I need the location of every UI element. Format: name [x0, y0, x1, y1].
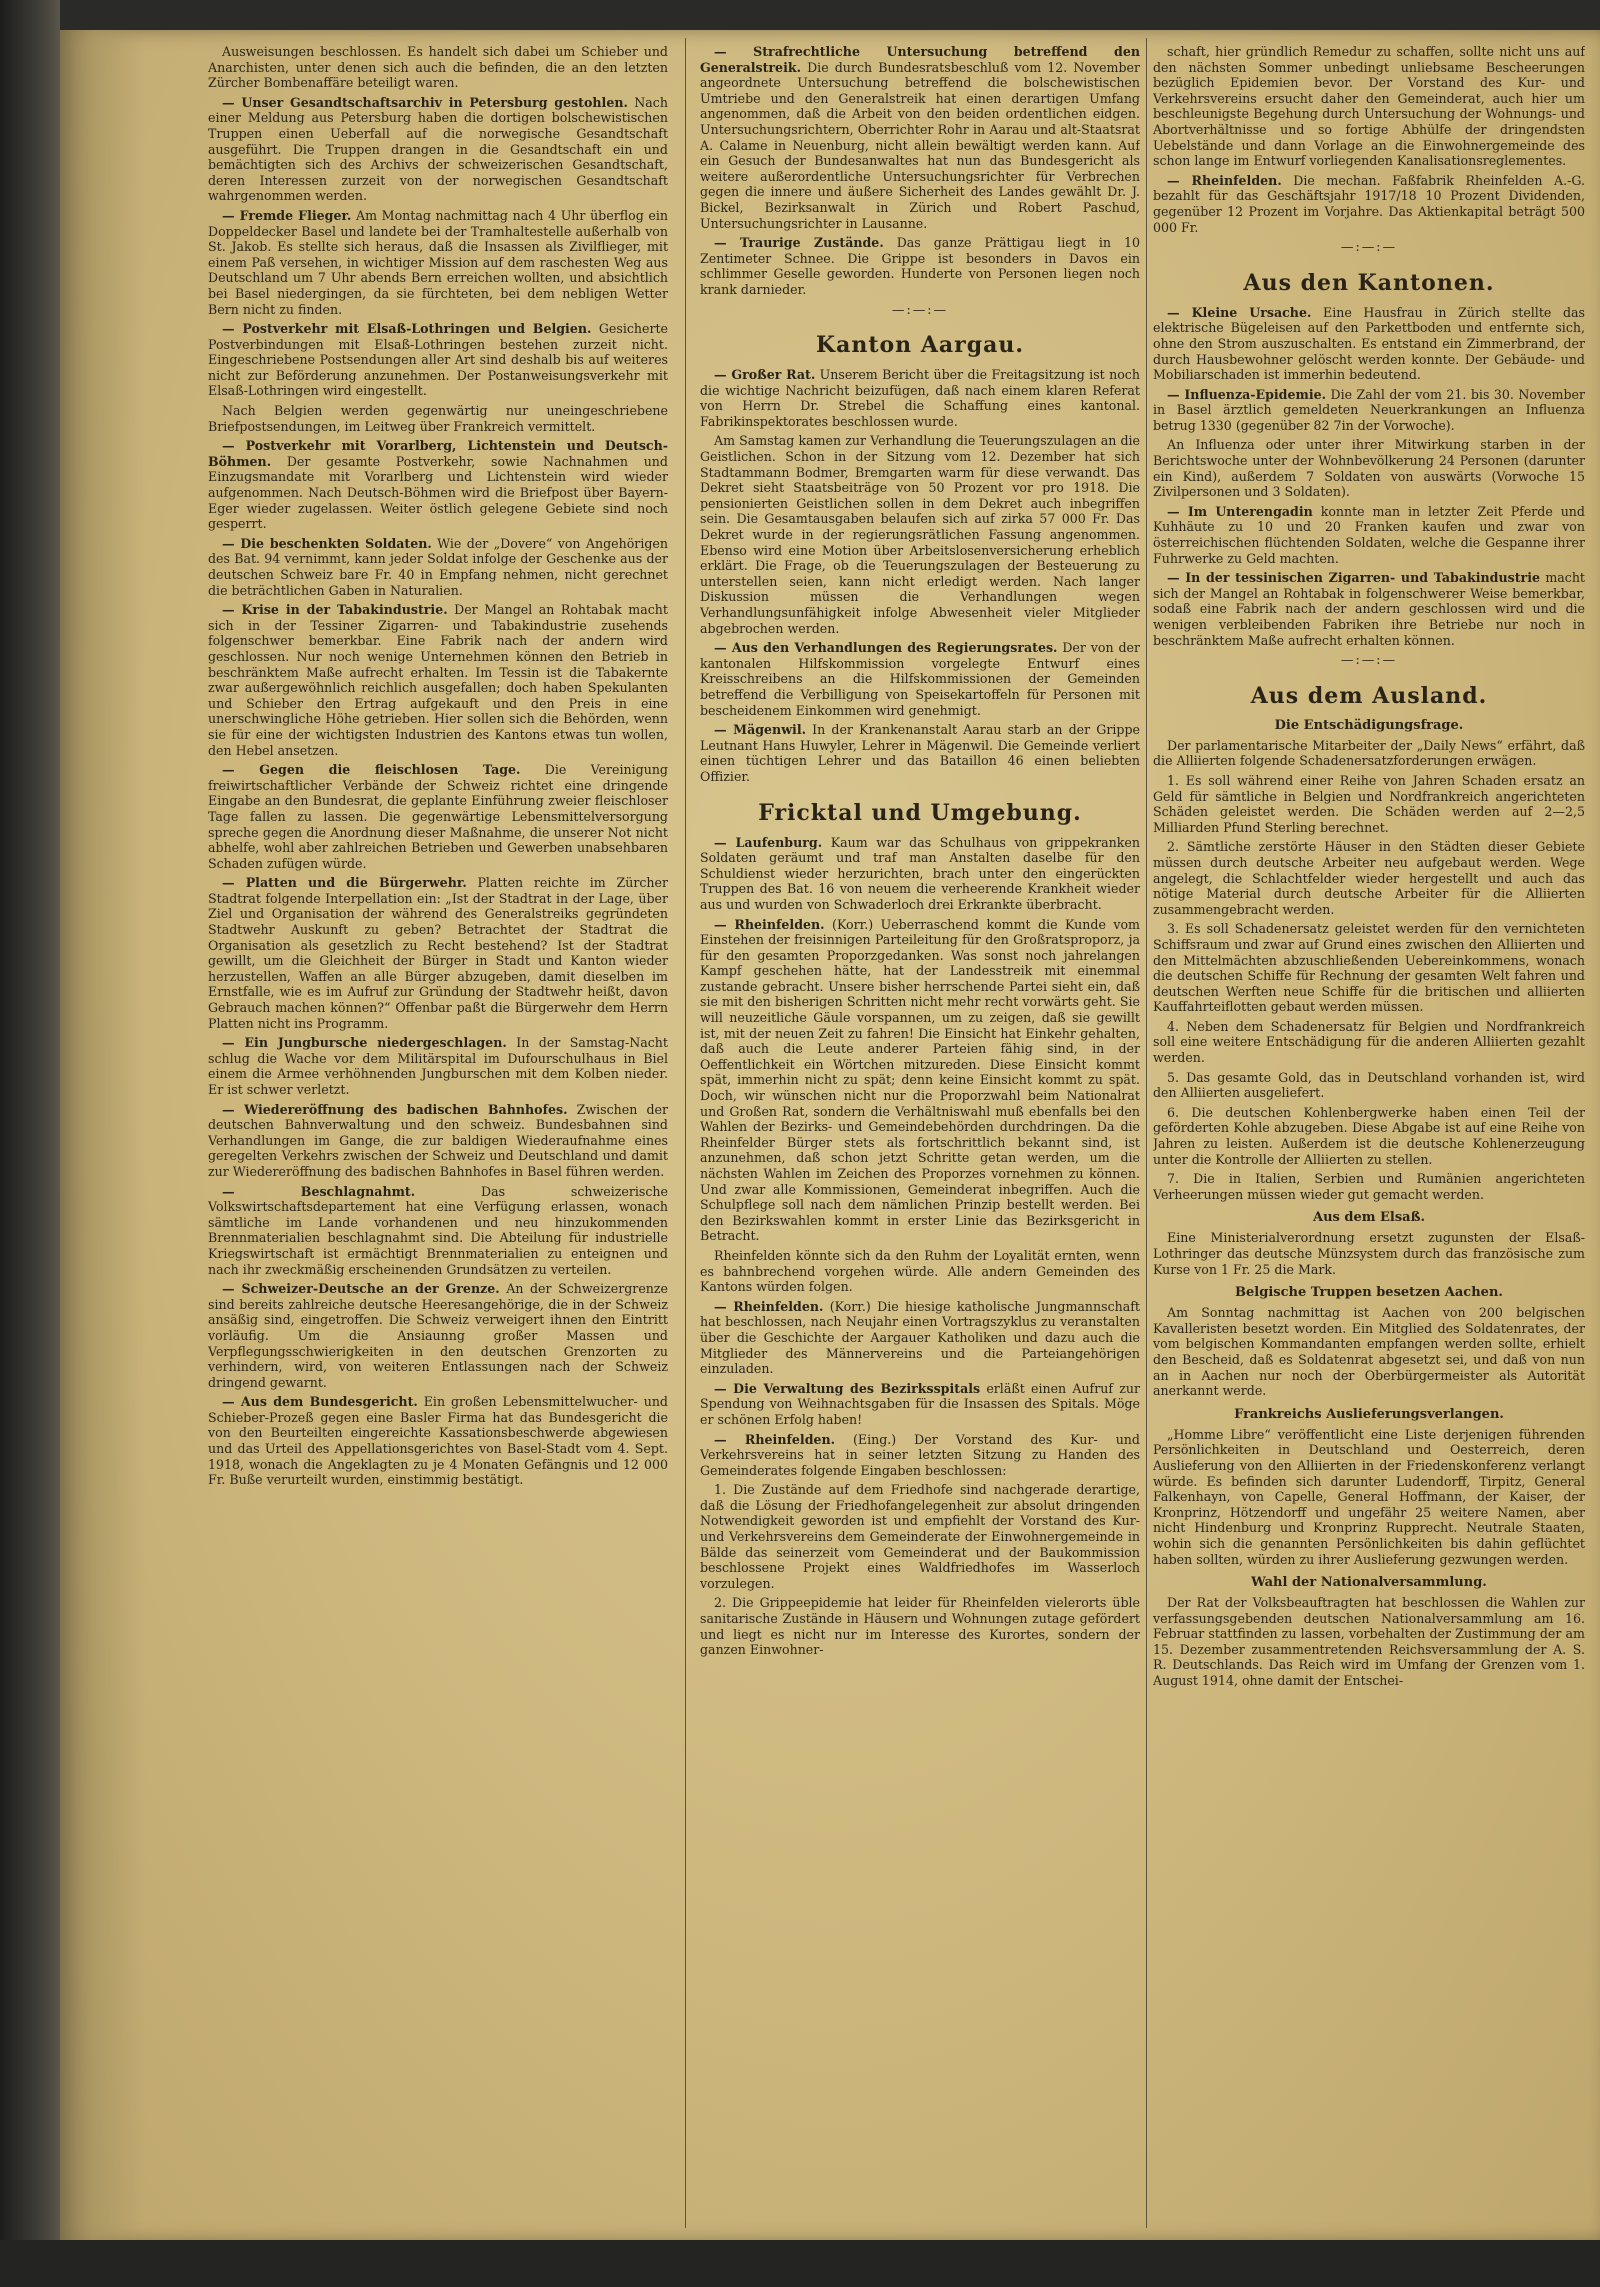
article-text: erläßt einen Aufruf zur Spendung von Weihnachtsgaben für die Insassen des Spitals. Möge er schönen Erfolg haben!	[700, 1380, 1140, 1427]
article-keyword: — Kleine Ursache.	[1167, 304, 1312, 320]
article-paragraph	[1153, 305, 1585, 383]
article-paragraph	[1153, 1070, 1585, 1101]
article-paragraph	[1153, 738, 1585, 769]
article-text: Die Zahl der vom 21. bis 30. November in Basel ärztlich gemeldeten Neuerkrankungen an Influenza betrug 1330 (gegenüber 82 7in der Vorwoche).	[1153, 386, 1585, 433]
article-text: Eine Hausfrau in Zürich stellte das elektrische Bügeleisen auf den Parkettboden und entfernte sich, ohne den Strom auszuschalten. Es entstand ein Zimmerbrand, der durch Hausbewohner gelöscht werden konnte. Der Gebäude- und Mobiliarschaden ist immerhin bedeutend.	[1153, 304, 1585, 383]
article-keyword: — Aus den Verhandlungen des Regierungsrates.	[714, 640, 1058, 656]
section-heading: Fricktal und Umgebung.	[758, 799, 1082, 826]
article-text: Das ganze Prättigau liegt in 10 Zentimeter Schnee. Die Grippe ist besonders in Davos ein schlimmer Geselle geworden. Hunderte von Personen liegen noch krank darnieder.	[700, 235, 1140, 297]
article-text: Am Montag nachmittag nach 4 Uhr überflog ein Doppeldecker Basel und landete bei der Tramhaltestelle außerhalb von St. Jakob. Es stellte sich heraus, daß die Insassen als Zivilflieger, mit einem Paß versehen, in wichtiger Mission auf dem raschesten Weg aus Deutschland um 7 Uhr abends Bern erreichen wollten, und absichtlich bei Basel niedergingen, da sie fürchteten, bei dem nebligen Wetter Bern nicht zu finden.	[208, 207, 668, 317]
article-text: Platten reichte im Zürcher Stadtrat folgende Interpellation ein: „Ist der Stadtrat in der Lage, über Ziel und Organisation der während des Generalstreiks gegründeten Stadtwehr Auskunft zu geben? Betrachtet der Stadtrat die Organisation als gesetzlich zu Recht bestehend? Ist der Stadtrat gewillt, um die Gleichheit der Bürger in Stadt und Kanton wieder herzustellen, Waffen an alle Bürger abzugeben, damit dieselben im Ernstfalle, wie es im Aufruf zur Gründung der Stadtwehr heißt, davon Gebrauch machen können?“ Offenbar paßt die Bürgerwehr dem Herrn Platten nicht ins Programm.	[208, 875, 668, 1031]
column-1	[208, 44, 668, 2224]
article-text: 4. Neben dem Schadenersatz für Belgien und Nordfrankreich soll eine weitere Entschädigung für die anderen Alliierten gezahlt werden.	[1153, 1018, 1585, 1066]
article-text: Der Rat der Volksbeauftragten hat beschlossen die Wahlen zur verfassungsgebenden deutschen Nationalversammlung am 16. Februar stattfinden zu lassen, vorbehalten der Zustimmung der am 15. Dezember zusammentretenden Reichsversammlung der A. S. R. Deutschlands. Das Reich wird im Umfang der Grenzen vom 1. August 1914, ohne damit der Entschei-	[1153, 1595, 1585, 1689]
article-text: Nach Belgien werden gegenwärtig nur uneingeschriebene Briefpostsendungen, im Leitweg über Frankreich vermittelt.	[208, 403, 668, 434]
page-binding-shadow	[60, 30, 145, 2242]
article-text: Der parlamentarische Mitarbeiter der „Daily News“ erfährt, daß die Alliierten folgende Schadenersatzforderungen erwägen.	[1153, 737, 1585, 769]
article-paragraph	[208, 95, 668, 204]
article-paragraph	[208, 1184, 668, 1278]
article-paragraph	[1153, 921, 1585, 1015]
article-paragraph	[1153, 1595, 1585, 1689]
article-text: Am Sonntag nachmittag ist Aachen von 200 belgischen Kavalleristen besetzt worden. Ein Mitglied des Soldatenrates, der vom belgischen Kommandanten empfangen werden sollte, erhielt den Bescheid, daß es Soldatenrat abgesetzt sei, und daß von nun an in Aachen nur noch der Oberbürgermeister als Autorität anerkannt werde.	[1153, 1305, 1585, 1399]
article-paragraph	[1153, 1105, 1585, 1167]
article-paragraph	[1153, 773, 1585, 835]
article-paragraph	[1153, 1019, 1585, 1066]
article-keyword: — Wiedereröffnung des badischen Bahnhofes.	[222, 1101, 568, 1117]
article-paragraph	[208, 762, 668, 871]
article-keyword: — Im Unterengadin	[1167, 503, 1313, 519]
article-paragraph	[700, 722, 1140, 784]
article-text: Die durch Bundesratsbeschluß vom 12. November angeordnete Untersuchung betreffend die bolschewistischen Umtriebe und den Generalstreik hat einen derartigen Umfang angenommen, daß die Arbeit von den beiden ordentlichen eidgen. Untersuchungsrichtern, Oberrichter Rohr in Aarau und alt-Staatsrat A. Calame in Neuenburg, nicht allein bewältigt werden kann. Auf ein Gesuch der Bundesanwaltes hat nun das Bundesgericht als weitere außerordentliche Untersuchungsrichter für Verbrechen gegen die innere und äußere Sicherheit des Landes gewählt Dr. J. Bickel, Bezirksanwalt in Zürich und Robert Paschud, Untersuchungsrichter in Lausanne.	[700, 59, 1140, 231]
section-heading: Aus den Kantonen.	[1243, 269, 1495, 296]
article-keyword: — Fremde Flieger.	[222, 207, 352, 223]
article-text: (Eing.) Der Vorstand des Kur- und Verkehrsvereins hat in seiner letzten Sitzung zu Handen des Gemeinderates folgende Eingaben beschlossen:	[700, 1431, 1140, 1478]
article-text: 5. Das gesamte Gold, das in Deutschland vorhanden ist, wird den Alliierten ausgeliefert.	[1153, 1069, 1585, 1101]
article-paragraph	[700, 1299, 1140, 1377]
section-separator: —:—:—	[1340, 239, 1398, 255]
article-text: Ausweisungen beschlossen. Es handelt sich dabei um Schieber und Anarchisten, unter denen sich auch die befinden, die an den letzten Zürcher Bombenaffäre beteiligt waren.	[208, 44, 668, 91]
article-paragraph	[208, 403, 668, 434]
newspaper-page	[60, 30, 1600, 2242]
article-text: Rheinfelden könnte sich da den Ruhm der Loyalität ernten, wenn es bahnbrechend vorgehen würde. Alle andern Gemeinden des Kantons würden folgen.	[700, 1247, 1140, 1295]
article-text: Kaum war das Schulhaus von grippekranken Soldaten geräumt und traf man Anstalten daselbe für den Schuldienst wieder herzurichten, brach unter den eingerückten Truppen des Bat. 16 von neuem die verheerende Krankheit wieder aus und wurden von Schwaderloch drei Erkrankte überbracht.	[700, 834, 1140, 912]
article-paragraph	[700, 1381, 1140, 1428]
article-paragraph	[1153, 437, 1585, 499]
article-keyword: — Ein Jungbursche niedergeschlagen.	[222, 1035, 507, 1051]
scan-background-left	[0, 0, 60, 2287]
article-text: schaft, hier gründlich Remedur zu schaffen, sollte nicht uns auf den nächsten Sommer unbedingt unliebsame Bescheerungen bezüglich Epidemien bevor. Der Vorstand des Kur- und Verkehrsvereins ersucht daher den Gemeinderat, auch hier um beschleunigste Begehung durch Untersuchung der Wohnungs- und Abortverhältnisse und so fortige Abhülfe der dringendsten Uebelstände und dann Vorlage an die Einwohnergemeinde des schon lange im Entwurf vorliegenden Kanalisationsreglementes.	[1153, 44, 1585, 169]
section-heading: Aus dem Ausland.	[1250, 682, 1488, 709]
article-text: Der gesamte Postverkehr, sowie Nachnahmen und Einzugsmandate mit Vorarlberg und Lichtenstein wird wieder aufgenommen. Nach Deutsch-Böhmen wird die Briefpost über Bayern-Eger wieder zugelassen. Weiter östlich gelegene Gebiete sind noch gesperrt.	[208, 453, 668, 532]
article-heading: Frankreichs Auslieferungsverlangen.	[1234, 1406, 1504, 1422]
article-text: In der Samstag-Nacht schlug die Wache vor dem Militärspital im Dufourschulhaus in Biel einem die Armee verhöhnenden Jungburschen mit dem Kolben nieder. Er ist schwer verletzt.	[208, 1035, 668, 1097]
article-paragraph	[700, 640, 1140, 718]
column-rule	[1146, 38, 1147, 2228]
article-paragraph	[208, 1281, 668, 1390]
article-paragraph	[700, 1595, 1140, 1657]
article-text: Unserem Bericht über die Freitagsitzung ist noch die wichtige Nachricht beizufügen, daß nach einem klaren Referat von Herrn Dr. Strebel die Schaffung eines kantonal. Fabrikinspektorates beschlossen wurde.	[700, 367, 1140, 429]
article-paragraph	[208, 1102, 668, 1180]
article-paragraph	[700, 235, 1140, 297]
article-text: (Korr.) Die hiesige katholische Jungmannschaft hat beschlossen, nach Neujahr einen Vortragszyklus zu veranstalten über die Geschichte der Aargauer Katholiken und dazu auch die Mitglieder des Männervereins und die Parteiangehörigen einzuladen.	[700, 1298, 1140, 1377]
column-rule	[685, 38, 686, 2228]
article-keyword: — Rheinfelden.	[714, 1298, 824, 1314]
article-text: 3. Es soll Schadenersatz geleistet werden für den vernichteten Schiffsraum und zwar auf Grund eines zwischen den Alliierten und den Mittelmächten abzuschließenden Uebereinkommens, wonach die deutschen Schiffe für Rechnung der gesamten Welt fahren und deutschen Werften neue Schiffe für die britischen und alliierten Kauffahrteiflotten gebaut werden müssen.	[1153, 921, 1585, 1015]
article-text: Wie der „Dovere“ von Angehörigen des Bat. 94 vernimmt, kann jeder Soldat infolge der Geschenke aus der deutschen Schweiz bare Fr. 40 in Empfang nehmen, nicht gerechnet die beträchtlichen Gaben in Naturalien.	[208, 535, 668, 598]
article-paragraph	[1153, 839, 1585, 917]
article-paragraph	[1153, 1427, 1585, 1567]
article-keyword: — Rheinfelden.	[714, 1431, 836, 1447]
article-text: 2. Die Grippeepidemie hat leider für Rheinfelden vielerorts üble sanitarische Zustände in Häusern und Wohnungen zutage gefördert und liegt es nicht nur im Interesse des Kurortes, sondern der ganzen Einwohner-	[700, 1595, 1140, 1658]
article-heading: Aus dem Elsaß.	[1312, 1210, 1426, 1226]
article-keyword: — Rheinfelden.	[714, 916, 825, 932]
column-3	[1153, 44, 1585, 2224]
article-paragraph	[1153, 1171, 1585, 1202]
article-paragraph	[1153, 1305, 1585, 1399]
article-text: Eine Ministerialverordnung ersetzt zugunsten der Elsaß-Lothringer das deutsche Münzsystem durch das französische zum Kurse von 1 Fr. 25 die Mark.	[1153, 1230, 1585, 1277]
article-text: Nach einer Meldung aus Petersburg haben die dortigen bolschewistischen Truppen einen Ueberfall auf die norwegische Gesandtschaft ausgeführt. Die Truppen drangen in die Gesandtschaft ein und bemächtigten sich des Archivs der schweizerischen Gesandtschaft, deren Interessen zurzeit von der norwegischen Gesandtschaft wahrgenommen werden.	[208, 94, 668, 204]
article-heading: Belgische Truppen besetzen Aachen.	[1235, 1285, 1503, 1301]
article-text: „Homme Libre“ veröffentlicht eine Liste derjenigen führenden Persönlichkeiten in Deutschland und Oesterreich, deren Auslieferung von den Alliierten in der Friedenskonferenz verlangt würde. Es befinden sich darunter Ludendorff, Tirpitz, General Falkenhayn, von Capelle, General Hoffmann, der Kaiser, der Kronprinz, Hötzendorff und ungefähr 25 weitere Namen, aber nicht Hindenburg und Kronprinz Rupprecht. Neutrale Staaten, wohin sich die genannten Persönlichkeiten bis dahin geflüchtet haben sollten, würden zu ihrer Auslieferung gezwungen werden.	[1153, 1426, 1585, 1567]
article-paragraph	[1153, 173, 1585, 235]
column-2	[700, 44, 1140, 2224]
article-keyword: — Gegen die fleischlosen Tage.	[222, 762, 521, 778]
article-paragraph	[208, 536, 668, 598]
article-text: In der Krankenanstalt Aarau starb an der Grippe Leutnant Hans Huwyler, Lehrer in Mägenwil. Die Gemeinde verliert einen tüchtigen Lehrer und das Bataillon 46 einen beliebten Offizier.	[700, 722, 1140, 784]
article-keyword: — Postverkehr mit Elsaß-Lothringen und Belgien.	[222, 321, 592, 337]
article-text: konnte man in letzter Zeit Pferde und Kuhhäute zu 10 und 20 Franken kaufen und zwar von österreichischen flüchtenden Soldaten, welche die Gespanne ihrer Fuhrwerke zu Geld machten.	[1153, 503, 1585, 566]
article-keyword: — Großer Rat.	[714, 367, 816, 383]
article-text: Zwischen der deutschen Bahnverwaltung und den schweiz. Bundesbahnen sind Verhandlungen im Gange, die zur baldigen Wiederaufnahme eines geregelten Verkehrs zwischen der Schweiz und Deutschland und damit zur Wiedereröffnung des badischen Bahnhofes in Basel führen werden.	[208, 1101, 668, 1179]
article-paragraph	[208, 208, 668, 317]
scan-background-bottom	[0, 2240, 1600, 2287]
article-keyword: — Platten und die Bürgerwehr.	[222, 875, 467, 891]
article-paragraph	[700, 367, 1140, 429]
article-text: 6. Die deutschen Kohlenbergwerke haben einen Teil der geförderten Kohle abzugeben. Diese Abgabe ist auf eine Reihe von Jahren zu leisten. Außerdem ist die deutsche Kohlenerzeugung unter die Kontrolle der Alliierten zu stellen.	[1153, 1104, 1585, 1167]
article-paragraph	[1153, 387, 1585, 434]
article-text: Die mechan. Faßfabrik Rheinfelden A.-G. bezahlt für das Geschäftsjahr 1917/18 10 Prozent Dividenden, gegenüber 12 Prozent im Vorjahre. Das Aktienkapital beträgt 500 000 Fr.	[1153, 172, 1585, 235]
article-keyword: — Postverkehr mit Vorarlberg, Lichtenstein und Deutsch-Böhmen.	[208, 438, 668, 469]
article-paragraph	[208, 1035, 668, 1097]
article-text: An der Schweizergrenze sind bereits zahlreiche deutsche Heeresangehörige, die in der Schweiz ansäßig sind, eingetroffen. Die Schweiz verweigert ihnen den Eintritt vorläufig. Um die Ansiaunng großer Massen und Verpflegungsschwierigkeiten in den deutschen Grenzorten zu verhindern, wird, von weiteren Entlassungen nach der Schweiz dringend gewarnt.	[208, 1281, 668, 1390]
article-keyword: — Strafrechtliche Untersuchung betreffend den Generalstreik.	[700, 44, 1140, 75]
article-paragraph	[700, 835, 1140, 913]
article-text: Der Mangel an Rohtabak macht sich in der Tessiner Zigarren- und Tabakindustrie zusehends folgenschwer bemerkbar. Eine Fabrik nach der andern wird geschlossen. Nur noch wenige Unternehmen können den Betrieb in beschränktem Maße aufrecht erhalten. Im Tessin ist die Tabakernte zwar außergewöhnlich reichlich ausgefallen; doch haben Spekulanten und Schieber den Ertrag aufgekauft und den Preis in eine unerschwingliche Höhe getrieben. Hier sollen sich die Behörden, wenn sie für eine der wichtigsten Industrien des Kantons etwas tun wollen, den Hebel ansetzen.	[208, 602, 668, 758]
section-separator: —:—:—	[891, 301, 949, 317]
article-keyword: — In der tessinischen Zigarren- und Tabakindustrie	[1167, 570, 1540, 586]
article-text: (Korr.) Ueberraschend kommt die Kunde vom Einstehen der freisinnigen Parteileitung für den Großratsproporz, ja für den gesamten Proporzgedanken. Was sonst noch jahrelangen Kampf geschehen hätte, hat der Landesstreik mit einemmal zustande gebracht. Unsere bisher herrschende Partei sieht ein, daß sie mit den bisherigen Schritten nicht mehr recht vorwärts geht. Sie will neuzeitliche Gäule vorspannen, um zu zeigen, daß sie gewillt ist, mit der neuen Zeit zu fahren! Die Einsicht hat Einkehr gehalten, daß auch die Leute anderer Parteien fähig sind, in der Oeffentlichkeit ein Wörtchen mitzureden. Diese Einsicht kommt spät, immerhin nicht zu spät; denn keine Einsicht kommt zu spät. Doch, wir wünschen nicht nur die Proporzwahl beim Nationalrat und Großen Rat, sondern die Verhältniswahl muß ebenfalls bei den Wahlen der Bezirks- und Gemeindebehörden durchdringen. Da die Rheinfelder Bürger stets als fortschrittlich bekannt sind, ist anzunehmen, daß schon jetzt Schritte getan werden, um die nächsten Wahlen im Zeichen des Proporzes vornehmen zu können. Und zwar alle Kommissionen, Gemeinderat inbegriffen. Auch die Schulpflege soll nach dem nämlichen Prinzip bestellt werden. Bei den Bezirkswahlen kommt in erster Linie das Bezirksgericht in Betracht.	[700, 916, 1140, 1244]
article-keyword: — Schweizer-Deutsche an der Grenze.	[222, 1281, 500, 1297]
article-keyword: — Krise in der Tabakindustrie.	[222, 602, 448, 618]
article-paragraph	[700, 1482, 1140, 1591]
article-keyword: — Rheinfelden.	[1167, 172, 1282, 188]
section-heading: Kanton Aargau.	[815, 332, 1025, 359]
article-text: 1. Es soll während einer Reihe von Jahren Schaden ersatz an Geld für sämtliche in Belgien und Nordfrankreich angerichteten Schäden geleistet werden. Die Schäden werden auf 2—2,5 Milliarden Pfund Sterling berechnet.	[1153, 772, 1585, 835]
article-paragraph	[700, 917, 1140, 1244]
article-keyword: — Die beschenkten Soldaten.	[222, 535, 432, 551]
article-keyword: — Unser Gesandtschaftsarchiv in Petersburg gestohlen.	[222, 94, 628, 110]
article-heading: Die Entschädigungsfrage.	[1274, 717, 1464, 733]
article-paragraph	[208, 875, 668, 1031]
article-keyword: — Traurige Zustände.	[714, 235, 884, 251]
article-keyword: — Mägenwil.	[714, 722, 806, 738]
article-text: Das schweizerische Volkswirtschaftsdepartement hat eine Verfügung erlassen, wonach sämtliche im Lande vorhandenen und neu hinzukommenden Brennmaterialien beschlagnahmt sind. Die Abteilung für industrielle Kriegswirtschaft ist ermächtigt Brennmaterialien zu enteignen und nach ihr zweckmäßig erscheinenden Grundsätzen zu verteilen.	[208, 1183, 668, 1277]
article-text: 2. Sämtliche zerstörte Häuser in den Städten dieser Gebiete müssen durch deutsche Arbeiter neu aufgebaut werden. Wege angelegt, die Schlachtfelder wieder hergestellt und auch das nötige Material durch deutsche Arbeiter für die Alliierten zusammengebracht werden.	[1153, 839, 1585, 917]
article-text: 1. Die Zustände auf dem Friedhofe sind nachgerade derartige, daß die Lösung der Friedhofangelegenheit zur absolut dringenden Notwendigkeit geworden ist und empfiehlt der Vorstand des Kur- und Verkehrsvereins dem Gemeinderate der Einwohnergemeinde in Bälde das seinerzeit vom Gemeinderat und der Baukommission beschlossene Projekt eines Waldfriedhofes im Wasserloch vorzulegen.	[700, 1482, 1140, 1591]
article-paragraph	[1153, 570, 1585, 648]
article-paragraph	[1153, 504, 1585, 566]
article-paragraph	[208, 438, 668, 532]
article-paragraph	[1153, 44, 1585, 169]
article-paragraph	[1153, 1230, 1585, 1277]
article-text: Gesicherte Postverbindungen mit Elsaß-Lothringen bestehen zurzeit nicht. Eingeschriebene Postsendungen aller Art sind deshalb bis auf weiteres nicht zur Beförderung anzunehmen. Der Postanweisungsverkehr mit Elsaß-Lothringen wird eingestellt.	[208, 321, 668, 399]
article-keyword: — Aus dem Bundesgericht.	[222, 1394, 418, 1410]
article-text: Am Samstag kamen zur Verhandlung die Teuerungszulagen an die Geistlichen. Schon in der Sitzung vom 12. Dezember hat sich Stadtammann Bodmer, Bremgarten warm für diese verwandt. Das Dekret sieht Staatsbeiträge von 50 Prozent vor pro 1918. Die pensionierten Geistlichen sollen in dem Dekret auch inbegriffen sein. Die Gesamtausgaben belaufen sich auf zirka 57 000 Fr. Das Dekret wurde in der regierungsrätlichen Fassung angenommen. Ebenso wird eine Motion über Arbeitslosenversicherung erheblich erklärt. Die Frage, ob die Teuerungszulagen der Besteuerung zu unterstellen seien, kann nicht erledigt werden. Nach langer Diskussion müssen die Verhandlungen wegen Verhandlungsunfähigkeit infolge Abwesenheit vieler Mitglieder abgebrochen werden.	[700, 433, 1140, 636]
article-paragraph	[208, 1394, 668, 1488]
article-paragraph	[700, 433, 1140, 636]
article-heading: Wahl der Nationalversammlung.	[1251, 1575, 1487, 1591]
article-paragraph	[700, 44, 1140, 231]
article-text: Ein großen Lebensmittelwucher- und Schieber-Prozeß gegen eine Basler Firma hat das Bundesgericht die von den Beurteilten eingereichte Kassationsbeschwerde abgewiesen und das Urteil des Appellationsgerichtes von Basel-Stadt vom 4. Sept. 1918, wonach die Angeklagten zu je 4 Monaten Gefängnis und 12 000 Fr. Buße verurteilt wurden, einstimmig bestätigt.	[208, 1394, 668, 1488]
article-text: macht sich der Mangel an Rohtabak in folgenschwerer Weise bemerkbar, sodaß eine Fabrik nach der andern geschlossen wird und die wenigen verbleibenden Fabriken ihre Betriebe nur noch in beschränktem Maße aufrecht erhalten können.	[1153, 570, 1585, 648]
article-paragraph	[700, 1248, 1140, 1295]
article-paragraph	[208, 44, 668, 91]
article-keyword: — Beschlagnahmt.	[222, 1183, 416, 1199]
article-text: Der von der kantonalen Hilfskommission vorgelegte Entwurf eines Kreisschreibens an die Hilfskommissionen der Gemeinden betreffend die Verbilligung von Speisekartoffeln für Personen mit bescheidenem Einkommen wird genehmigt.	[700, 640, 1140, 718]
section-separator: —:—:—	[1340, 652, 1398, 668]
article-keyword: — Influenza-Epidemie.	[1167, 386, 1327, 402]
article-paragraph	[208, 321, 668, 399]
article-paragraph	[208, 602, 668, 758]
article-text: An Influenza oder unter ihrer Mitwirkung starben in der Berichtswoche unter der Wohnbevölkerung 24 Personen (darunter ein Kind), außerdem 7 Soldaten von auswärts (Vorwoche 15 Zivilpersonen und 3 Soldaten).	[1153, 437, 1585, 500]
article-keyword: — Die Verwaltung des Bezirksspitals	[714, 1380, 981, 1396]
article-paragraph	[700, 1432, 1140, 1479]
article-keyword: — Laufenburg.	[714, 834, 823, 850]
article-text: Die Vereinigung freiwirtschaftlicher Verbände der Schweiz richtet eine dringende Eingabe an den Bundesrat, die geplante Einführung zweier fleischloser Tage fallen zu lassen. Die gegenwärtige Lebensmittelversorgung spreche gegen die Anordnung dieser Maßnahme, die unserer Not nicht abhelfe, wohl aber zahlreichen Betrieben und Gewerben unabsehbaren Schaden zufügen würde.	[208, 762, 668, 871]
article-text: 7. Die in Italien, Serbien und Rumänien angerichteten Verheerungen müssen wieder gut gemacht werden.	[1153, 1171, 1585, 1202]
